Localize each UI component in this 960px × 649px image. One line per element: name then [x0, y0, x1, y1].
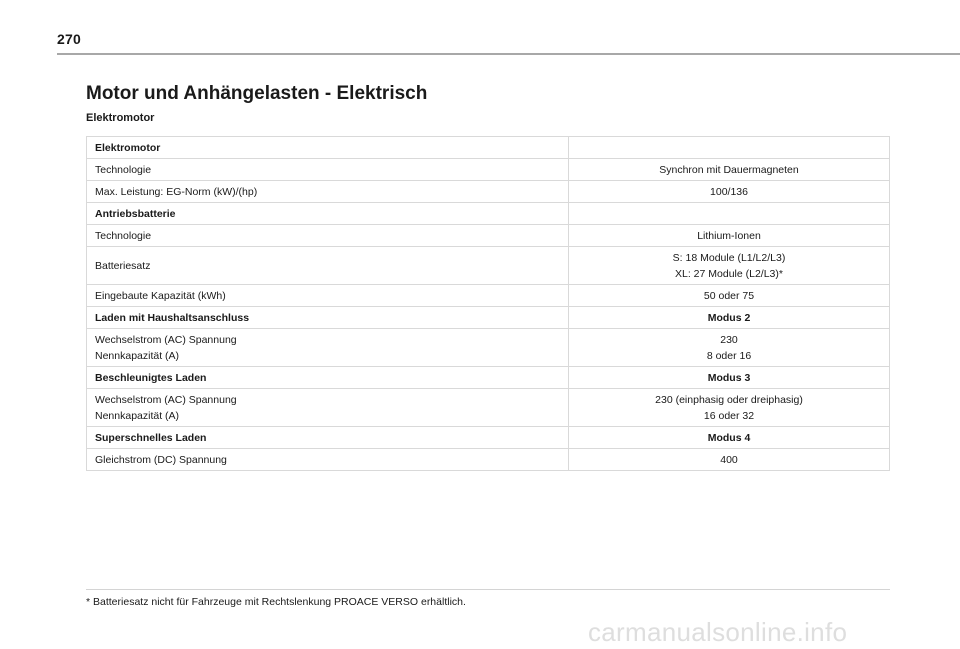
- header-divider: [57, 53, 960, 55]
- spec-value: Modus 3: [707, 371, 751, 384]
- footnote: * Batteriesatz nicht für Fahrzeuge mit Rechtslenkung PROACE VERSO erhältlich.: [86, 596, 466, 608]
- spec-value-cell: [569, 427, 890, 449]
- spec-label: Wechselstrom (AC) Spannung: [95, 333, 237, 346]
- table-section-header: [87, 307, 890, 329]
- table-row: [87, 247, 890, 285]
- spec-label-cell: [87, 389, 569, 427]
- spec-value: 400: [720, 453, 738, 466]
- table-row: [87, 159, 890, 181]
- table-section-header: [87, 137, 890, 159]
- spec-value-cell: [569, 285, 890, 307]
- spec-label-cell: [87, 307, 569, 329]
- table-section-header: [87, 427, 890, 449]
- spec-label-cell: [87, 159, 569, 181]
- spec-label-cell: [87, 225, 569, 247]
- table-row: [87, 329, 890, 367]
- table-row: [87, 285, 890, 307]
- spec-label-cell: [87, 367, 569, 389]
- spec-value-cell: [569, 137, 890, 159]
- table-section-header: [87, 203, 890, 225]
- table-row: [87, 225, 890, 247]
- spec-value-cell: [569, 181, 890, 203]
- spec-label: Wechselstrom (AC) Spannung: [95, 393, 237, 406]
- spec-label-cell: [87, 181, 569, 203]
- spec-value: Modus 4: [707, 431, 751, 444]
- spec-label-cell: [87, 203, 569, 225]
- table-row: [87, 181, 890, 203]
- spec-value: 16 oder 32: [703, 409, 755, 422]
- spec-label-cell: [87, 427, 569, 449]
- footnote-divider: [86, 589, 890, 590]
- spec-label: Gleichstrom (DC) Spannung: [95, 453, 227, 466]
- spec-label: Nennkapazität (A): [95, 349, 180, 362]
- spec-label-cell: [87, 247, 569, 285]
- table-row: [87, 449, 890, 471]
- section-subtitle: Elektromotor: [86, 112, 155, 124]
- spec-value: 8 oder 16: [706, 349, 752, 362]
- spec-label: Technologie: [95, 229, 152, 242]
- spec-label-cell: [87, 285, 569, 307]
- spec-value-cell: [569, 329, 890, 367]
- spec-value-cell: [569, 367, 890, 389]
- spec-value: Modus 2: [707, 311, 751, 324]
- spec-label: Eingebaute Kapazität (kWh): [95, 289, 226, 302]
- spec-label: Technologie: [95, 163, 152, 176]
- spec-value: XL: 27 Module (L2/L3)*: [675, 267, 783, 280]
- spec-label: Superschnelles Laden: [95, 431, 207, 444]
- spec-value: S: 18 Module (L1/L2/L3): [672, 251, 786, 264]
- table-section-header: [87, 367, 890, 389]
- spec-label: Max. Leistung: EG-Norm (kW)/(hp): [95, 185, 258, 198]
- spec-label: Batteriesatz: [95, 259, 151, 272]
- page-title: Motor und Anhängelasten - Elektrisch: [86, 83, 428, 104]
- spec-label: Antriebsbatterie: [95, 207, 176, 220]
- spec-label: Laden mit Haushaltsanschluss: [95, 311, 250, 324]
- spec-value-cell: [569, 449, 890, 471]
- page-number: 270: [57, 31, 81, 47]
- spec-value-cell: [569, 203, 890, 225]
- watermark: carmanualsonline.info: [588, 617, 848, 647]
- spec-value-cell: [569, 247, 890, 285]
- spec-value-cell: [569, 307, 890, 329]
- spec-value: Synchron mit Dauermagneten: [659, 163, 799, 176]
- spec-value: 230: [720, 333, 738, 346]
- spec-value: 50 oder 75: [703, 289, 755, 302]
- spec-label: Elektromotor: [95, 141, 161, 154]
- spec-value-cell: [569, 159, 890, 181]
- spec-table: [86, 136, 890, 471]
- spec-value-cell: [569, 225, 890, 247]
- spec-label-cell: [87, 449, 569, 471]
- spec-value: 230 (einphasig oder dreiphasig): [655, 393, 803, 406]
- table-row: [87, 389, 890, 427]
- spec-value-cell: [569, 389, 890, 427]
- spec-table-body: [87, 137, 890, 471]
- spec-value: 100/136: [710, 185, 748, 198]
- spec-value: Lithium-Ionen: [697, 229, 761, 242]
- spec-label: Beschleunigtes Laden: [95, 371, 207, 384]
- spec-label-cell: [87, 329, 569, 367]
- spec-label-cell: [87, 137, 569, 159]
- spec-label: Nennkapazität (A): [95, 409, 180, 422]
